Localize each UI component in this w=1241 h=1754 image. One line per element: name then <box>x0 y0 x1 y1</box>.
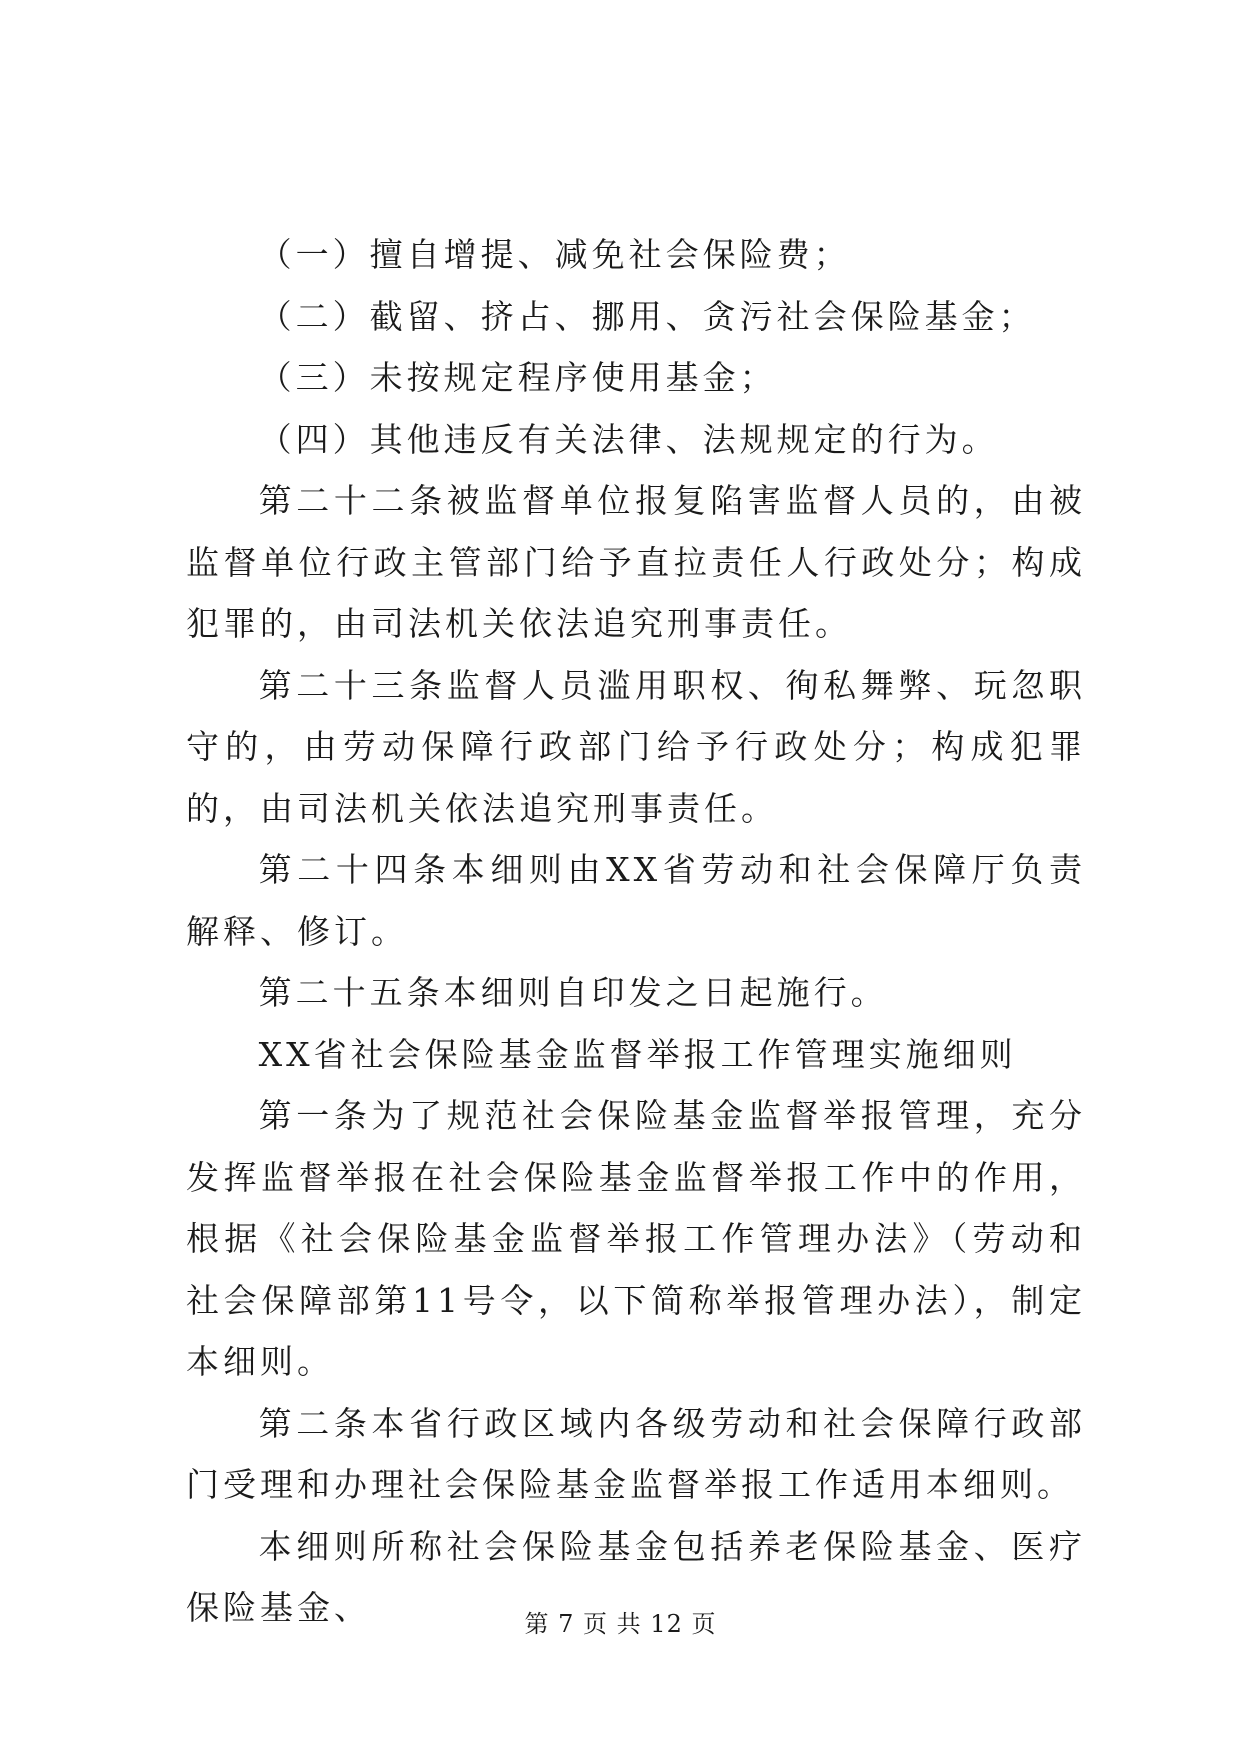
section-title: XX省社会保险基金监督举报工作管理实施细则 <box>258 1034 1017 1074</box>
paragraph-item-1: （一）擅自增提、减免社会保险费； <box>258 235 851 274</box>
paragraph-item-2: （二）截留、挤占、挪用、贪污社会保险基金； <box>258 296 1036 336</box>
paragraph-item-4: （四）其他违反有关法律、法规规定的行为。 <box>258 419 999 459</box>
paragraph-article-23: 第二十三条监督人员滥用职权、徇私舞弊、玩忽职守的，由劳动保障行政部门给予行政处分；构成犯罪的，由司法机关依法追究刑事责任。 <box>186 665 1086 828</box>
paragraph-article-24: 第二十四条本细则由XX省劳动和社会保障厅负责解释、修订。 <box>186 850 1086 951</box>
paragraph-definition: 本细则所称社会保险基金包括养老保险基金、医疗保险基金、 <box>186 1526 1086 1627</box>
paragraph-article-25: 第二十五条本细则自印发之日起施行。 <box>258 973 888 1012</box>
paragraph-article-22: 第二十二条被监督单位报复陷害监督人员的，由被监督单位行政主管部门给予直拉责任人行政处分；构成犯罪的，由司法机关依法追究刑事责任。 <box>186 481 1086 643</box>
paragraph-article-2: 第二条本省行政区域内各级劳动和社会保障行政部门受理和办理社会保险基金监督举报工作适用本细则。 <box>186 1403 1086 1504</box>
page-number-footer: 第 7 页 共 12 页 <box>524 1610 717 1638</box>
paragraph-article-1: 第一条为了规范社会保险基金监督举报管理，充分发挥监督举报在社会保险基金监督举报工作中的作用，根据《社会保险基金监督举报工作管理办法》（劳动和社会保障部第11号令，以下简称举报管理办法），制定本细则。 <box>186 1096 1086 1381</box>
paragraph-item-3: （三）未按规定程序使用基金； <box>258 358 777 397</box>
document-body <box>186 224 1086 1639</box>
